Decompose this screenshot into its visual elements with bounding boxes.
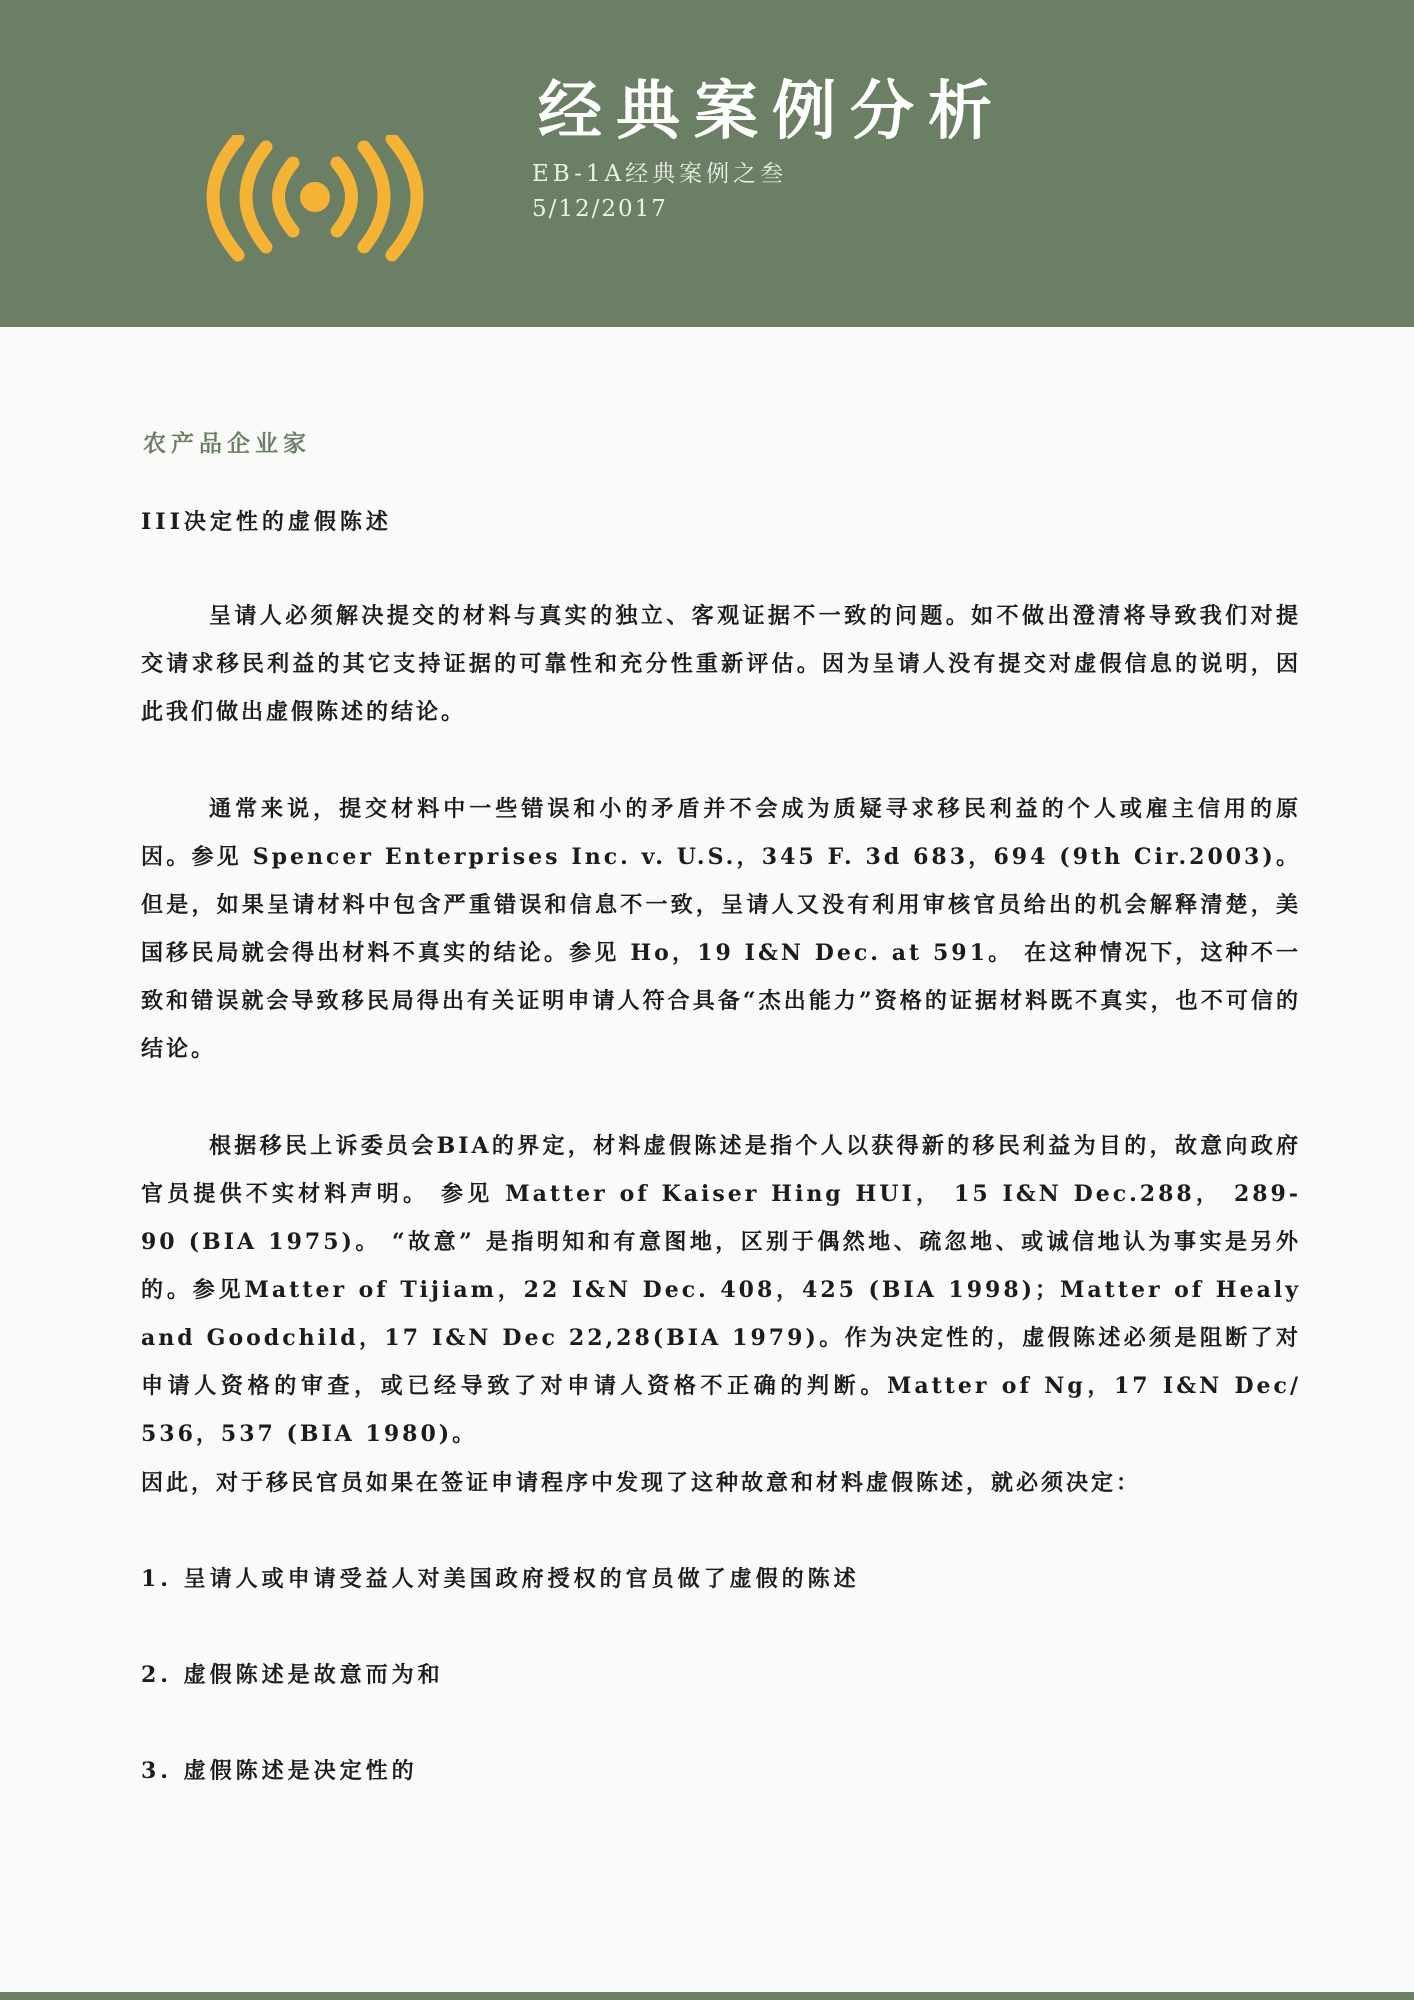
page-subtitle: EB-1A经典案例之叁 xyxy=(532,161,788,187)
paragraph-3: 根据移民上诉委员会BIA的界定，材料虚假陈述是指个人以获得新的移民利益为目的，故意向政府官员提供不实材料声明。 参见 Matter of Kaiser Hing HUI， 15 I&N Dec.288， 289-90 (BIA 1975)。 “故意” 是指明知和有意图地，区别于偶然地、疏忽地、或诚信地认为事实是另外的。参见Matter of Tijiam，22 I&N Dec. 408，425 (BIA 1998)；Matter of Healy and Goodchild，17 I&N Dec 22,28(BIA 1979)。作为决定性的，虚假陈述必须是阻断了对申请人资格的审查，或已经导致了对申请人资格不正确的判断。Matter of Ng，17 I&N Dec/ 536，537 (BIA 1980)。 xyxy=(141,1133,1301,1447)
list-item-1: 1. 呈请人或申请受益人对美国政府授权的官员做了虚假的陈述 xyxy=(141,1566,860,1592)
section-heading: III决定性的虚假陈述 xyxy=(141,509,392,535)
page-title: 经典案例分析 xyxy=(538,74,1006,149)
paragraph-2: 通常来说，提交材料中一些错误和小的矛盾并不会成为质疑寻求移民利益的个人或雇主信用的原因。参见 Spencer Enterprises Inc. v. U.S.，345 F. 3d 683，694 (9th Cir.2003)。 但是，如果呈请材料中包含严重错误和信息不一致，呈请人又没有利用审核官员给出的机会解释清楚，美国移民局就会得出材料不真实的结论。参见 Ho，19 I&N Dec. at 591。 在这种情况下，这种不一致和错误就会导致移民局得出有关证明申请人符合具备“杰出能力”资格的证据材料既不真实，也不可信的结论。 xyxy=(141,796,1301,1062)
footer-bar xyxy=(0,1992,1414,2000)
list-item-2: 2. 虚假陈述是故意而为和 xyxy=(141,1662,444,1688)
paragraph-4: 因此，对于移民官员如果在签证申请程序中发现了这种故意和材料虚假陈述，就必须决定： xyxy=(141,1470,1142,1496)
page-date: 5/12/2017 xyxy=(532,196,668,222)
list-item-3: 3. 虚假陈述是决定性的 xyxy=(141,1758,418,1784)
category-label: 农产品企业家 xyxy=(143,430,311,457)
paragraph-1: 呈请人必须解决提交的材料与真实的独立、客观证据不一致的问题。如不做出澄清将导致我们对提交请求移民利益的其它支持证据的可靠性和充分性重新评估。因为呈请人没有提交对虚假信息的说明，因此我们做出虚假陈述的结论。 xyxy=(141,603,1301,725)
page-header xyxy=(0,0,1414,327)
broadcast-signal-icon xyxy=(200,135,430,265)
